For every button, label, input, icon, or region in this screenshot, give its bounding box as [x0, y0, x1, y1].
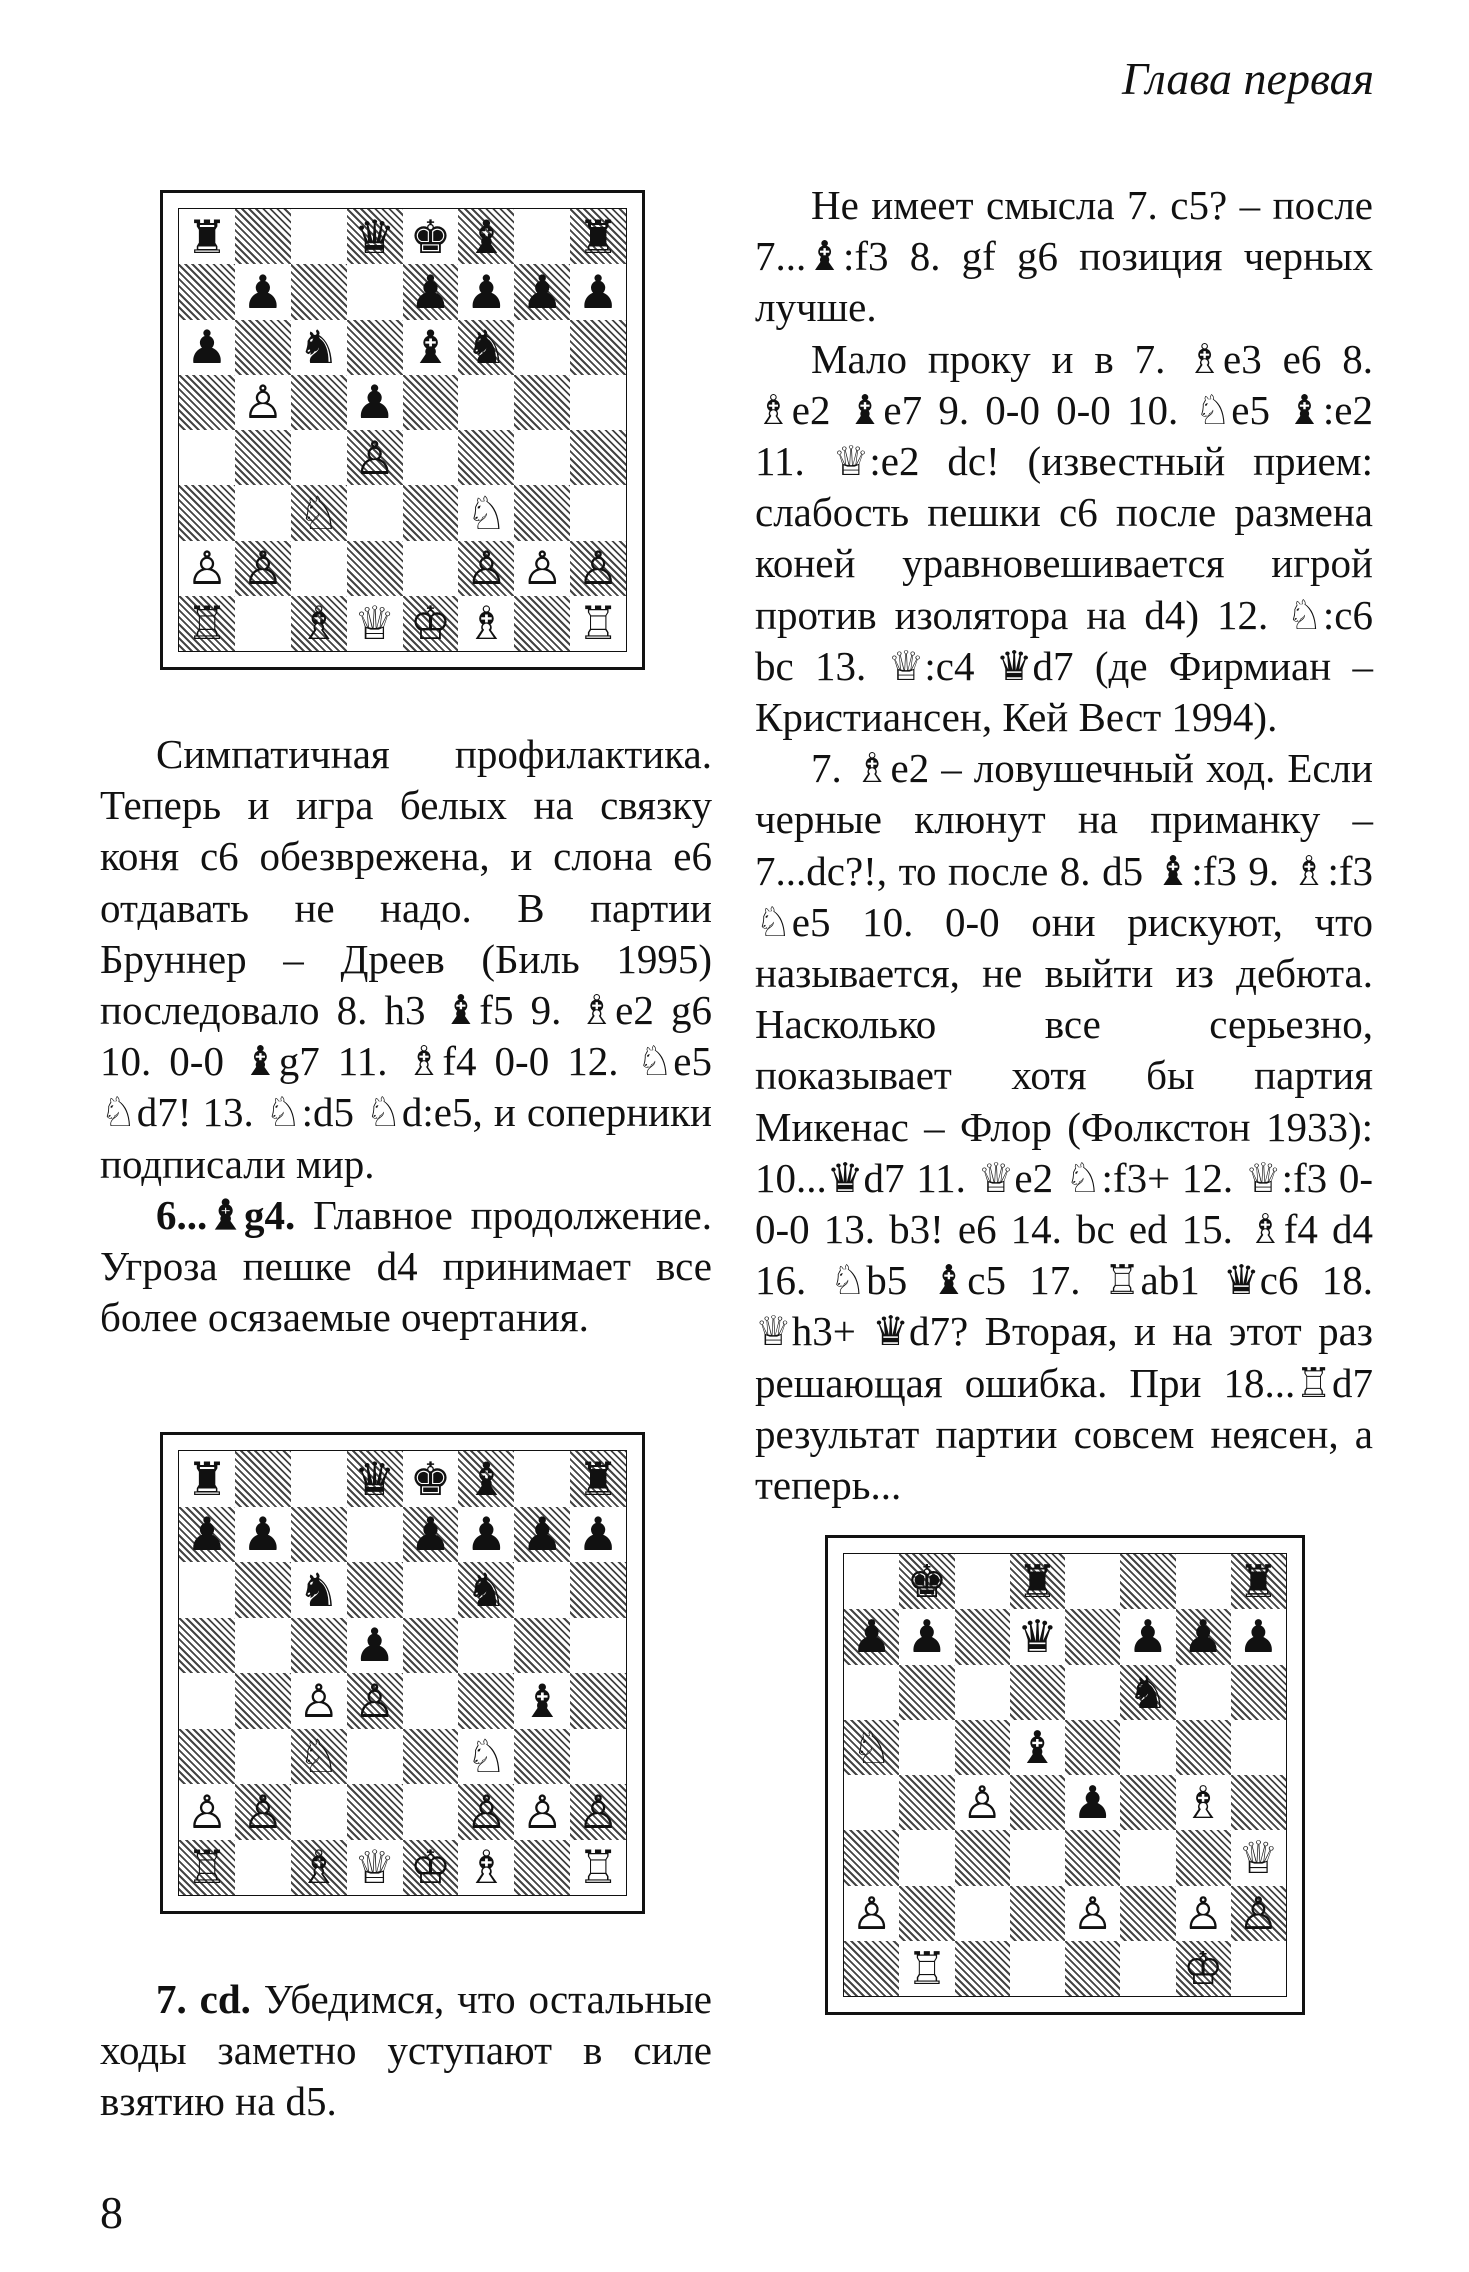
- board-square: [514, 596, 570, 651]
- black-bishop-icon: ♝: [1017, 1720, 1058, 1774]
- board-square: [347, 1784, 403, 1840]
- board-square: [570, 1451, 626, 1507]
- white-knight-icon: ♘: [298, 485, 340, 540]
- board-square: [899, 1941, 954, 1996]
- black-queen-icon: ♛: [1017, 1610, 1058, 1664]
- board-square: [1120, 1665, 1175, 1720]
- board-square: [514, 430, 570, 485]
- board-square: [1176, 1830, 1231, 1885]
- board-square: [955, 1609, 1010, 1664]
- white-rook-icon: ♖: [577, 596, 619, 651]
- board-square: [179, 264, 235, 319]
- board-square: [899, 1554, 954, 1609]
- board-square: [514, 1729, 570, 1785]
- board-square: [235, 1562, 291, 1618]
- board-square: [458, 430, 514, 485]
- white-rook-icon: ♖: [186, 1840, 228, 1895]
- paragraph: 7. cd. Убедимся, что остальные ходы заметно уступают в силе взятию на d5.: [100, 1976, 713, 2125]
- board-square: [403, 1507, 459, 1563]
- board-square: [458, 375, 514, 430]
- white-queen-icon: ♕: [353, 596, 396, 651]
- black-rook-icon: ♜: [577, 209, 619, 264]
- board-square: [179, 209, 235, 264]
- white-rook-icon: ♖: [577, 1840, 619, 1895]
- black-king-icon: ♚: [906, 1555, 948, 1609]
- black-rook-icon: ♜: [186, 1451, 228, 1506]
- board-square: [179, 430, 235, 485]
- board-square: [291, 596, 347, 651]
- board-square: [1176, 1720, 1231, 1775]
- board-square: [1010, 1665, 1065, 1720]
- board-square: [291, 1784, 347, 1840]
- black-knight-icon: ♞: [465, 1562, 507, 1617]
- board-square: [899, 1665, 954, 1720]
- black-pawn-icon: ♟: [851, 1610, 892, 1664]
- board-square: [1120, 1554, 1175, 1609]
- board-square: [570, 1729, 626, 1785]
- black-bishop-icon: ♝: [465, 209, 507, 264]
- board-square: [1120, 1720, 1175, 1775]
- black-pawn-icon: ♟: [465, 264, 507, 319]
- black-queen-icon: ♛: [353, 1451, 396, 1506]
- board-square: [403, 1562, 459, 1618]
- white-king-icon: ♔: [409, 1840, 452, 1895]
- board-square: [514, 1562, 570, 1618]
- board-square: [570, 320, 626, 375]
- board-square: [570, 1840, 626, 1896]
- board-square: [570, 375, 626, 430]
- board-square: [403, 375, 459, 430]
- white-knight-icon: ♘: [465, 485, 507, 540]
- board-square: [403, 1451, 459, 1507]
- board-square: [458, 1451, 514, 1507]
- white-pawn-icon: ♙: [521, 541, 563, 596]
- board-square: [179, 1840, 235, 1896]
- board-square: [179, 485, 235, 540]
- board-square: [347, 1729, 403, 1785]
- board-square: [291, 1451, 347, 1507]
- white-bishop-icon: ♗: [298, 596, 340, 651]
- board-square: [844, 1554, 899, 1609]
- chapter-header: Глава первая: [1122, 53, 1374, 104]
- board-square: [1065, 1941, 1120, 1996]
- board-square: [347, 1618, 403, 1674]
- board-square: [1065, 1609, 1120, 1664]
- black-pawn-icon: ♟: [353, 1618, 396, 1673]
- board-square: [458, 1729, 514, 1785]
- board-square: [347, 485, 403, 540]
- board-square: [291, 209, 347, 264]
- board-square: [291, 430, 347, 485]
- board-square: [291, 320, 347, 375]
- white-pawn-icon: ♙: [1072, 1886, 1113, 1940]
- board-square: [570, 596, 626, 651]
- black-bishop-icon: ♝: [409, 320, 452, 375]
- board-square: [235, 1507, 291, 1563]
- board-square: [955, 1720, 1010, 1775]
- board-square: [570, 209, 626, 264]
- white-pawn-icon: ♙: [851, 1886, 892, 1940]
- board-square: [235, 264, 291, 319]
- white-king-icon: ♔: [1182, 1941, 1224, 1995]
- white-pawn-icon: ♙: [1238, 1886, 1279, 1940]
- black-knight-icon: ♞: [298, 320, 340, 375]
- black-pawn-icon: ♟: [242, 264, 284, 319]
- board-square: [1065, 1830, 1120, 1885]
- left-column-text: [100, 729, 712, 1343]
- white-pawn-icon: ♙: [186, 1784, 228, 1839]
- board-square: [235, 1451, 291, 1507]
- board-grid: [179, 209, 626, 651]
- black-bishop-icon: ♝: [521, 1673, 563, 1728]
- black-pawn-icon: ♟: [242, 1507, 284, 1562]
- board-square: [1231, 1720, 1286, 1775]
- board-square: [179, 1673, 235, 1729]
- black-rook-icon: ♜: [186, 209, 228, 264]
- board-square: [179, 1507, 235, 1563]
- board-square: [1231, 1941, 1286, 1996]
- board-square: [179, 596, 235, 651]
- board-square: [1065, 1886, 1120, 1941]
- paragraph: 6...♝g4. Главное продолжение. Угроза пешке d4 принимает все более осязаемые очертания.: [100, 1191, 712, 1341]
- black-rook-icon: ♜: [1238, 1555, 1279, 1609]
- black-pawn-icon: ♟: [409, 264, 452, 319]
- board-square: [458, 596, 514, 651]
- board-square: [235, 596, 291, 651]
- board-square: [347, 541, 403, 596]
- board-square: [347, 320, 403, 375]
- board-square: [1176, 1775, 1231, 1830]
- board-square: [291, 1840, 347, 1896]
- board-square: [955, 1830, 1010, 1885]
- board-square: [844, 1886, 899, 1941]
- board-square: [570, 264, 626, 319]
- board-square: [514, 1451, 570, 1507]
- white-pawn-icon: ♙: [577, 541, 619, 596]
- board-square: [1120, 1830, 1175, 1885]
- board-square: [347, 596, 403, 651]
- white-pawn-icon: ♙: [298, 1673, 340, 1728]
- board-grid: [179, 1451, 626, 1895]
- board-square: [1010, 1886, 1065, 1941]
- board-square: [403, 485, 459, 540]
- chess-diagram-2: [160, 1432, 645, 1914]
- board-square: [1231, 1775, 1286, 1830]
- board-square: [403, 264, 459, 319]
- board-square: [291, 1507, 347, 1563]
- white-bishop-icon: ♗: [465, 596, 507, 651]
- board-square: [347, 1840, 403, 1896]
- white-pawn-icon: ♙: [242, 375, 284, 430]
- board-square: [1120, 1609, 1175, 1664]
- board-square: [844, 1775, 899, 1830]
- board-square: [179, 1618, 235, 1674]
- board-square: [403, 1784, 459, 1840]
- board-square: [955, 1554, 1010, 1609]
- black-pawn-icon: ♟: [577, 1507, 619, 1562]
- board-square: [570, 1784, 626, 1840]
- board-square: [899, 1775, 954, 1830]
- board-square: [403, 1618, 459, 1674]
- white-pawn-icon: ♙: [521, 1784, 563, 1839]
- board-square: [1176, 1886, 1231, 1941]
- paragraph: Симпатичная профилактика. Теперь и игра белых на связку коня с6 обезврежена, и слона е6 отдавать не надо. В партии Бруннер – Дреев (Биль 1995) последовало 8. h3 ♝f5 9. ♗e2 g6 10. 0-0 ♝g7 11. ♗f4 0-0 12. ♘e5 ♘d7! 13. ♘:d5 ♘d:e5, и соперники подписали мир.: [100, 731, 712, 1187]
- white-pawn-icon: ♙: [1182, 1886, 1224, 1940]
- white-queen-icon: ♕: [1238, 1831, 1279, 1885]
- black-pawn-icon: ♟: [1072, 1776, 1113, 1830]
- board-square: [899, 1609, 954, 1664]
- black-pawn-icon: ♟: [353, 375, 396, 430]
- board-square: [235, 1784, 291, 1840]
- board-square: [235, 485, 291, 540]
- chess-diagram-1: [160, 190, 645, 670]
- black-pawn-icon: ♟: [521, 1507, 563, 1562]
- board-square: [899, 1720, 954, 1775]
- board-square: [235, 209, 291, 264]
- board-square: [403, 1840, 459, 1896]
- board-square: [1065, 1554, 1120, 1609]
- white-knight-icon: ♘: [465, 1729, 507, 1784]
- board-square: [1010, 1720, 1065, 1775]
- black-king-icon: ♚: [409, 1451, 452, 1506]
- board-square: [291, 485, 347, 540]
- black-pawn-icon: ♟: [186, 320, 228, 375]
- board-square: [347, 375, 403, 430]
- board-square: [1010, 1941, 1065, 1996]
- black-king-icon: ♚: [409, 209, 452, 264]
- black-knight-icon: ♞: [298, 1562, 340, 1617]
- board-square: [955, 1775, 1010, 1830]
- board-square: [1231, 1554, 1286, 1609]
- white-knight-icon: ♘: [298, 1729, 340, 1784]
- board-square: [1231, 1830, 1286, 1885]
- white-pawn-icon: ♙: [961, 1776, 1003, 1830]
- board-square: [458, 320, 514, 375]
- board-square: [458, 1784, 514, 1840]
- board-square: [179, 375, 235, 430]
- board-square: [514, 485, 570, 540]
- board-square: [403, 596, 459, 651]
- board-square: [1176, 1554, 1231, 1609]
- board-square: [514, 320, 570, 375]
- white-pawn-icon: ♙: [186, 541, 228, 596]
- board-square: [403, 1729, 459, 1785]
- board-square: [347, 209, 403, 264]
- white-pawn-icon: ♙: [577, 1784, 619, 1839]
- board-square: [235, 320, 291, 375]
- paragraph: Не имеет смысла 7. с5? – после 7...♝:f3 8. gf g6 позиция черных лучше.: [755, 182, 1373, 331]
- board-square: [179, 1562, 235, 1618]
- board-square: [291, 1673, 347, 1729]
- black-pawn-icon: ♟: [1127, 1610, 1169, 1664]
- board-square: [1231, 1886, 1286, 1941]
- board-square: [955, 1886, 1010, 1941]
- board-square: [1176, 1609, 1231, 1664]
- board-grid: [844, 1554, 1286, 1996]
- board-square: [514, 209, 570, 264]
- board-square: [347, 430, 403, 485]
- board-square: [514, 1507, 570, 1563]
- board-square: [458, 1840, 514, 1896]
- board-square: [514, 1784, 570, 1840]
- white-pawn-icon: ♙: [353, 430, 396, 485]
- left-bottom-text: [100, 1974, 712, 2128]
- white-pawn-icon: ♙: [465, 541, 507, 596]
- board-square: [403, 320, 459, 375]
- board-square: [179, 1451, 235, 1507]
- white-bishop-icon: ♗: [298, 1840, 340, 1895]
- board-square: [1176, 1665, 1231, 1720]
- board-square: [179, 320, 235, 375]
- board-square: [235, 430, 291, 485]
- board-square: [179, 541, 235, 596]
- black-pawn-icon: ♟: [1182, 1610, 1224, 1664]
- white-pawn-icon: ♙: [465, 1784, 507, 1839]
- board-square: [514, 541, 570, 596]
- board-square: [403, 209, 459, 264]
- board-square: [1065, 1775, 1120, 1830]
- black-pawn-icon: ♟: [465, 1507, 507, 1562]
- board-square: [955, 1665, 1010, 1720]
- board-square: [1010, 1554, 1065, 1609]
- board-square: [1010, 1830, 1065, 1885]
- white-rook-icon: ♖: [906, 1941, 948, 1995]
- white-pawn-icon: ♙: [353, 1673, 396, 1728]
- board-square: [955, 1941, 1010, 1996]
- board-square: [1231, 1609, 1286, 1664]
- board-square: [403, 541, 459, 596]
- board-square: [403, 430, 459, 485]
- board-square: [347, 1507, 403, 1563]
- board-square: [570, 1507, 626, 1563]
- board-square: [899, 1886, 954, 1941]
- white-pawn-icon: ♙: [242, 1784, 284, 1839]
- board-square: [291, 1562, 347, 1618]
- black-knight-icon: ♞: [1127, 1665, 1169, 1719]
- board-square: [844, 1609, 899, 1664]
- white-pawn-icon: ♙: [242, 541, 284, 596]
- board-square: [514, 375, 570, 430]
- black-pawn-icon: ♟: [186, 1507, 228, 1562]
- board-square: [347, 1673, 403, 1729]
- board-square: [1176, 1941, 1231, 1996]
- black-pawn-icon: ♟: [1238, 1610, 1279, 1664]
- black-rook-icon: ♜: [577, 1451, 619, 1506]
- paragraph: 7. ♗e2 – ловушечный ход. Если черные клюнут на приманку – 7...dc?!, то после 8. d5 ♝:f3 9. ♗:f3 ♘e5 10. 0-0 они рискуют, что называется, не выйти из дебюта. Насколько все серьезно, показывает хотя бы партия Микенас – Флор (Фолкстон 1933): 10...♛d7 11. ♕e2 ♘:f3+ 12. ♕:f3 0-0-0 13. b3! e6 14. bc ed 15. ♗f4 d4 16. ♘b5 ♝c5 17. ♖ab1 ♛c6 18. ♕h3+ ♛d7? Вторая, и на этот раз решающая ошибка. При 18...♖d7 результат партии совсем неясен, а теперь...: [755, 745, 1373, 1509]
- board-square: [458, 1562, 514, 1618]
- board-square: [347, 1451, 403, 1507]
- board-square: [570, 1618, 626, 1674]
- board-square: [403, 1673, 459, 1729]
- board-square: [235, 1840, 291, 1896]
- board-square: [1120, 1775, 1175, 1830]
- board-square: [570, 430, 626, 485]
- white-queen-icon: ♕: [353, 1840, 396, 1895]
- paragraph: Мало проку и в 7. ♗e3 e6 8. ♗e2 ♝e7 9. 0-0 0-0 10. ♘e5 ♝:e2 11. ♕:e2 dc! (известный прием: слабость пешки с6 после размена коней уравновешивается игрой против изолятора на d4) 12. ♘:c6 bc 13. ♕:c4 ♛d7 (де Фирмиан – Кристиансен, Кей Вест 1994).: [755, 335, 1373, 741]
- board-square: [570, 1562, 626, 1618]
- board-square: [1065, 1665, 1120, 1720]
- board-square: [570, 485, 626, 540]
- black-pawn-icon: ♟: [577, 264, 619, 319]
- board-square: [291, 264, 347, 319]
- board-square: [235, 1729, 291, 1785]
- board-square: [458, 209, 514, 264]
- board-square: [1065, 1720, 1120, 1775]
- board-square: [514, 1618, 570, 1674]
- board-square: [291, 1618, 347, 1674]
- white-bishop-icon: ♗: [1182, 1776, 1224, 1830]
- board-square: [844, 1720, 899, 1775]
- board-square: [1010, 1775, 1065, 1830]
- black-rook-icon: ♜: [1017, 1555, 1058, 1609]
- board-square: [844, 1665, 899, 1720]
- board-square: [1010, 1609, 1065, 1664]
- board-square: [899, 1830, 954, 1885]
- board-square: [291, 1729, 347, 1785]
- white-bishop-icon: ♗: [465, 1840, 507, 1895]
- board-square: [458, 541, 514, 596]
- board-square: [347, 264, 403, 319]
- board-square: [1231, 1665, 1286, 1720]
- board-square: [1120, 1941, 1175, 1996]
- black-pawn-icon: ♟: [521, 264, 563, 319]
- board-square: [570, 1673, 626, 1729]
- black-pawn-icon: ♟: [906, 1610, 948, 1664]
- board-square: [235, 541, 291, 596]
- board-square: [514, 264, 570, 319]
- board-square: [458, 485, 514, 540]
- board-square: [570, 541, 626, 596]
- page-number: 8: [100, 2187, 123, 2238]
- board-square: [235, 1673, 291, 1729]
- board-square: [458, 1618, 514, 1674]
- board-square: [179, 1729, 235, 1785]
- white-knight-icon: ♘: [851, 1720, 892, 1774]
- board-square: [291, 541, 347, 596]
- black-knight-icon: ♞: [465, 320, 507, 375]
- right-column-text: [755, 180, 1373, 1511]
- board-square: [291, 375, 347, 430]
- board-square: [347, 1562, 403, 1618]
- board-square: [1120, 1886, 1175, 1941]
- white-king-icon: ♔: [409, 596, 452, 651]
- board-square: [514, 1840, 570, 1896]
- board-square: [235, 1618, 291, 1674]
- board-square: [844, 1830, 899, 1885]
- black-pawn-icon: ♟: [409, 1507, 452, 1562]
- board-square: [179, 1784, 235, 1840]
- board-square: [235, 375, 291, 430]
- black-queen-icon: ♛: [353, 209, 396, 264]
- board-square: [514, 1673, 570, 1729]
- white-rook-icon: ♖: [186, 596, 228, 651]
- board-square: [844, 1941, 899, 1996]
- black-bishop-icon: ♝: [465, 1451, 507, 1506]
- board-square: [458, 1507, 514, 1563]
- board-square: [458, 264, 514, 319]
- chess-diagram-3: [825, 1535, 1305, 2015]
- board-square: [458, 1673, 514, 1729]
